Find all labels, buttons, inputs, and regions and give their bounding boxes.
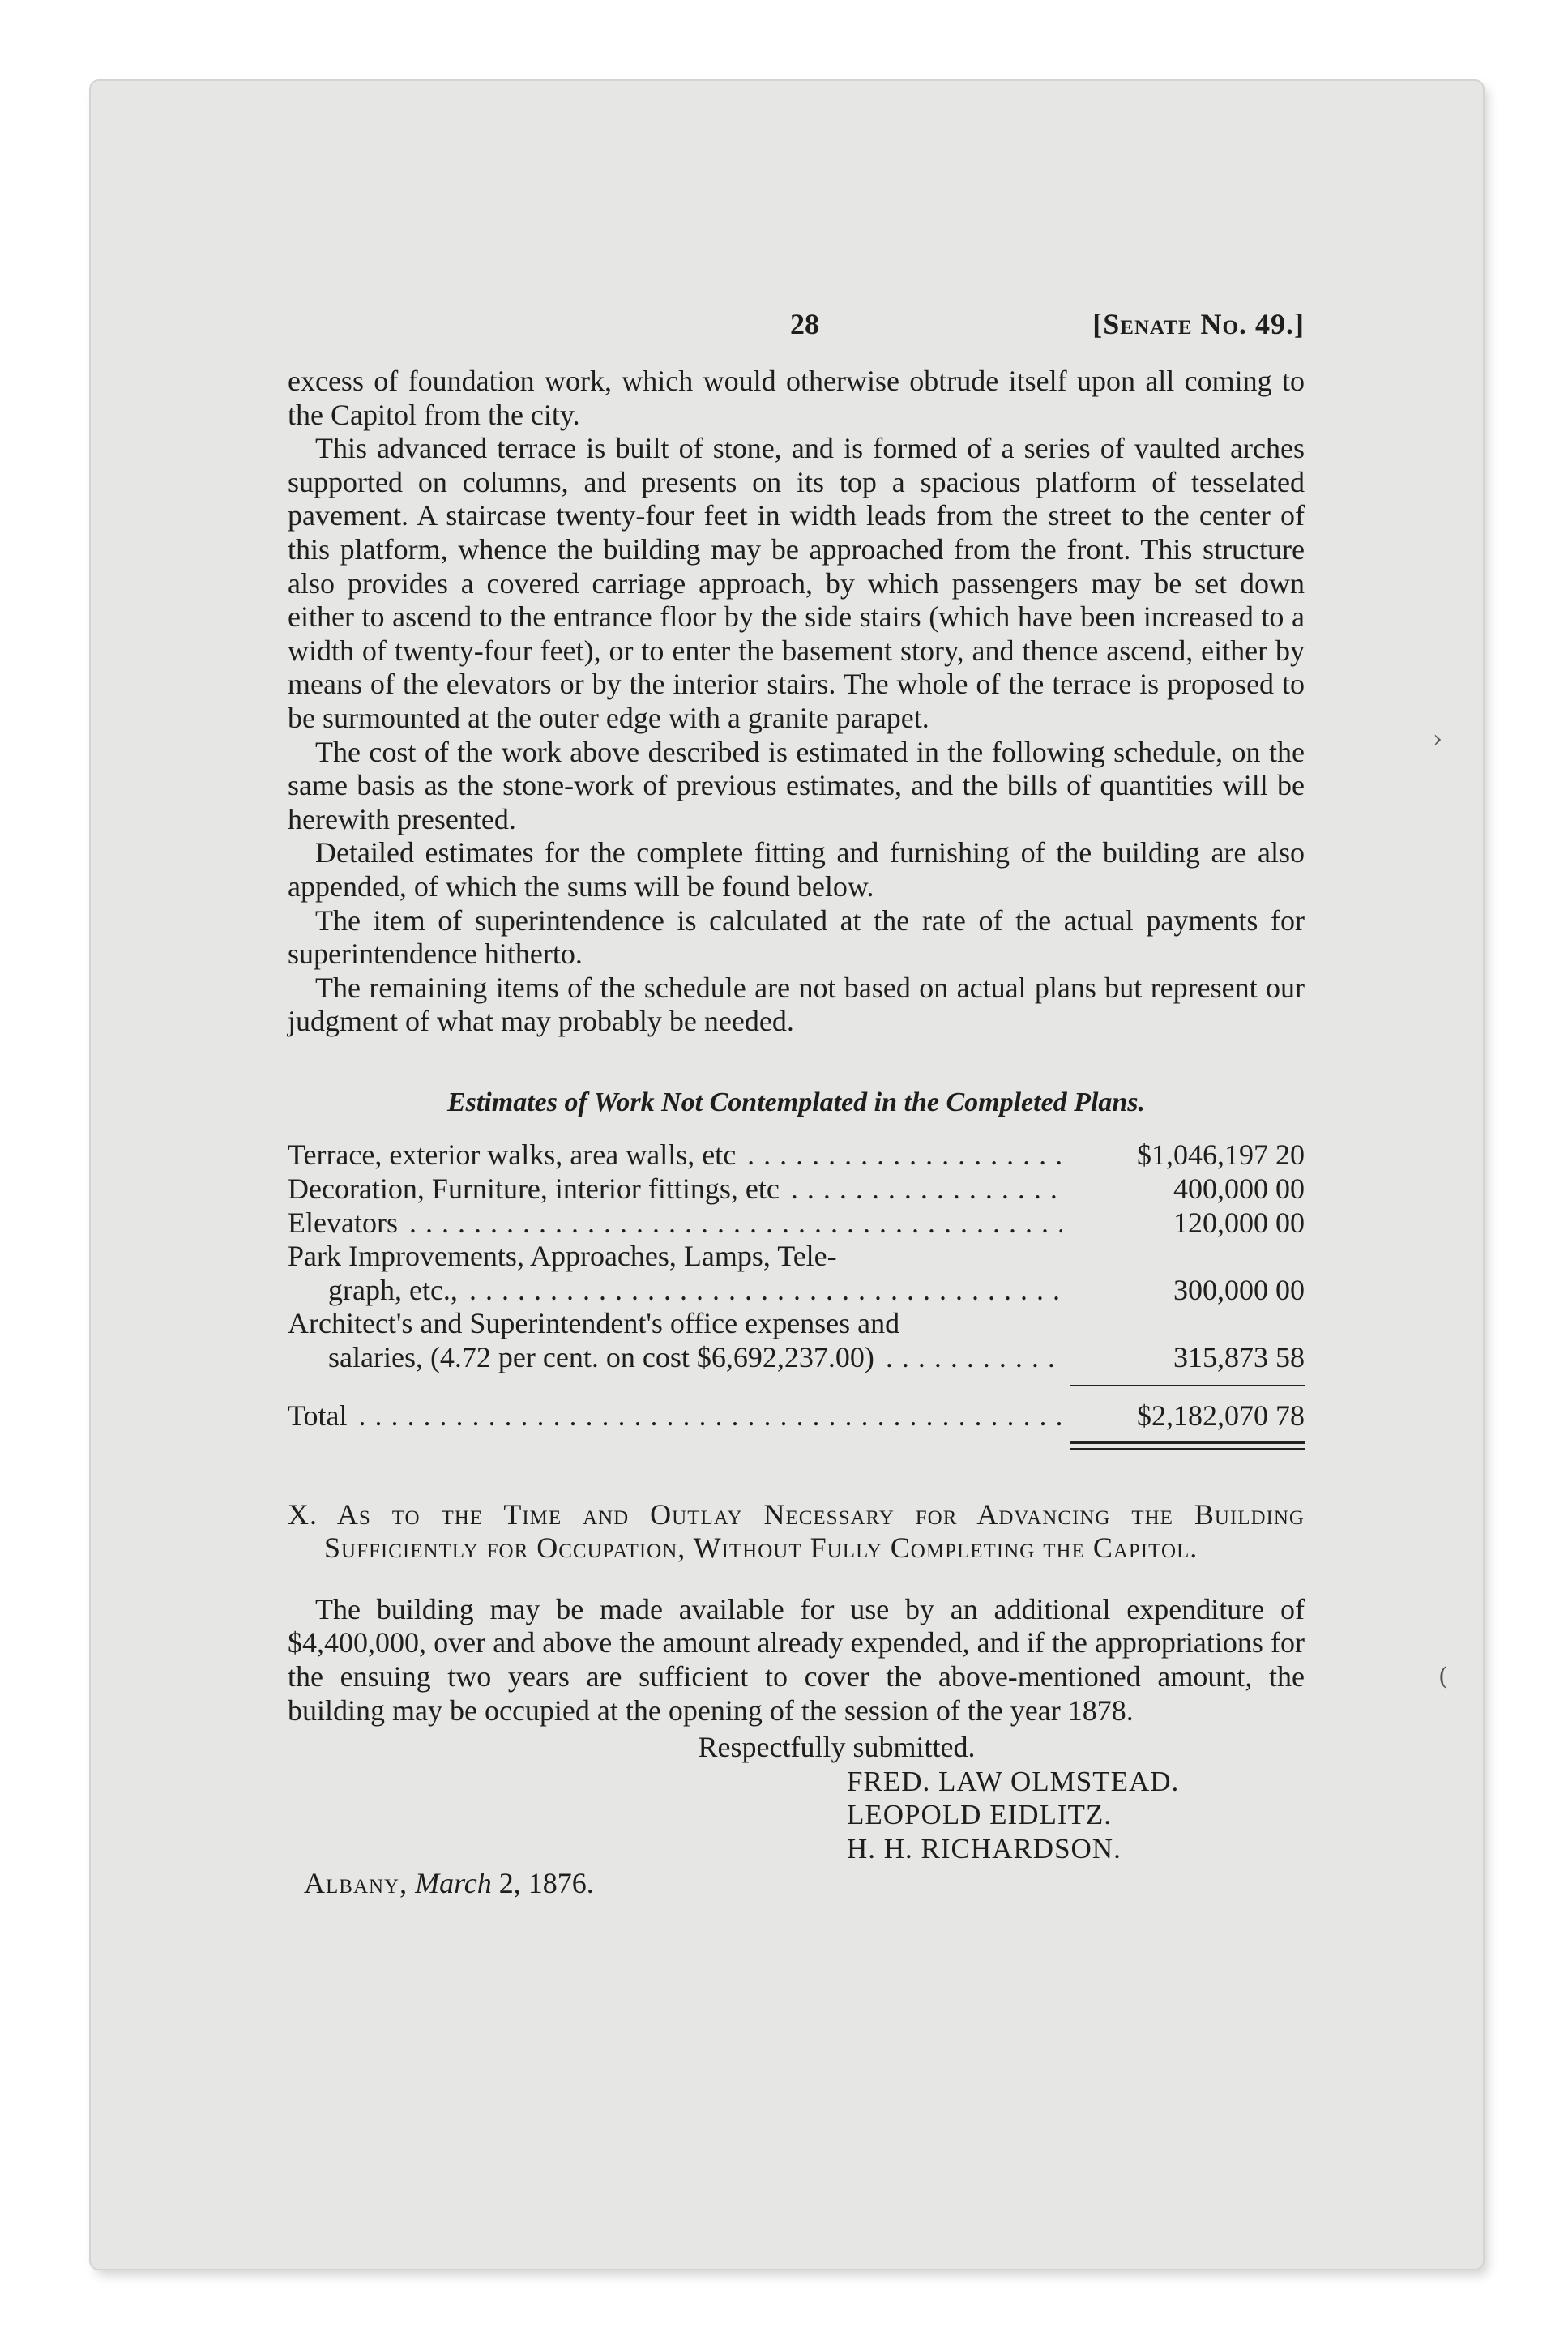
estimate-amount: $1,046,197 20: [1062, 1138, 1305, 1172]
total-amount: $2,182,070 78: [1062, 1399, 1305, 1433]
signer-name: LEOPOLD EIDLITZ.: [847, 1799, 1113, 1831]
estimate-row-line1: [288, 1307, 1305, 1341]
section-x-body: The building may be made available for use by an additional expenditure of $4,400,000, over and above the amount already expended, and if the appropriations for the ensuing two years are sufficient to cover the above-mentioned amount, the building may be occupied at the opening of the session of the year 1878.: [288, 1592, 1305, 1727]
estimate-label: Decoration, Furniture, interior fittings, etc: [288, 1172, 783, 1205]
total-row: [288, 1399, 1305, 1433]
document-page: [288, 308, 1305, 1903]
estimate-amount: 400,000 00: [1062, 1172, 1305, 1207]
estimates-table: [288, 1138, 1305, 1452]
estimate-label: Elevators: [288, 1207, 401, 1239]
document-reference: [Senate No. 49.]: [1092, 308, 1305, 340]
signers-list: [847, 1765, 1179, 1866]
dateline-month: March: [415, 1866, 492, 1899]
estimate-label: Architect's and Superintendent's office expenses and: [288, 1307, 903, 1339]
estimate-row: [288, 1138, 1305, 1172]
page-number: 28: [790, 308, 819, 340]
estimate-amount: 315,873 58: [1062, 1341, 1305, 1375]
estimate-label-continued: graph, etc.,: [328, 1274, 461, 1306]
estimate-row-line1: [288, 1240, 1305, 1274]
paragraph: excess of foundation work, which would otherwise obtrude itself upon all coming to the Capitol from the city.: [288, 365, 1305, 431]
estimates-title: Estimates of Work Not Contemplated in the Completed Plans.: [446, 1087, 1146, 1117]
estimate-row: [288, 1172, 1305, 1207]
double-rule: [1070, 1441, 1305, 1444]
estimate-label: Park Improvements, Approaches, Lamps, Tele-: [288, 1240, 840, 1272]
margin-mark: ›: [1433, 725, 1442, 754]
double-rule: [1070, 1448, 1305, 1450]
dateline: [304, 1867, 594, 1901]
margin-mark: (: [1438, 1663, 1448, 1691]
paragraph: The cost of the work above described is estimated in the following schedule, on the same basis as the stone-work of previous estimates, and the bills of quantities will be herewith presented.: [288, 735, 1305, 835]
estimate-row-line2: [288, 1341, 1305, 1375]
paragraph: Detailed estimates for the complete fitting and furnishing of the building are also appended, of which the sums will be found below.: [288, 836, 1305, 903]
total-label: Total: [288, 1399, 350, 1432]
paragraph: The remaining items of the schedule are not based on actual plans but represent our judgment of what may probably be needed.: [288, 971, 1305, 1038]
total-block: [288, 1375, 1305, 1453]
dateline-date: 2, 1876.: [498, 1866, 594, 1899]
estimate-amount: 120,000 00: [1062, 1207, 1305, 1241]
paragraph: The item of superintendence is calculated at the rate of the actual payments for superintendence hitherto.: [288, 903, 1305, 971]
estimate-row-line2: [288, 1274, 1305, 1308]
section-x: [288, 1498, 1305, 1728]
paragraph: This advanced terrace is built of stone, and is formed of a series of vaulted arches supported on columns, and presents on its top a spacious platform of tesselated pavement. A staircase twenty-four feet in width leads from the street to the center of this platform, whence the building may be approached from the front. This structure also provides a covered carriage approach, by which passengers may be set down either to ascend to the entrance floor by the side stairs (which have been increased to a width of twenty-four feet), or to enter the basement story, and thence ascend, either by means of the elevators or by the interior stairs. The whole of the terrace is proposed to be surmounted at the outer edge with a granite parapet.: [288, 432, 1305, 734]
estimate-label-continued: salaries, (4.72 per cent. on cost $6,692,237.00): [328, 1341, 878, 1373]
signer-name: FRED. LAW OLMSTEAD.: [847, 1765, 1180, 1797]
closing-line: Respectfully submitted.: [698, 1731, 976, 1764]
signer-name: H. H. RICHARDSON.: [847, 1832, 1122, 1864]
estimate-amount: 300,000 00: [1062, 1274, 1305, 1308]
signature-block: [288, 1765, 1305, 1903]
estimate-label: Terrace, exterior walks, area walls, etc: [288, 1138, 739, 1171]
section-x-heading: X. As to the Time and Outlay Necessary for Advancing the Building Sufficiently for Occupation, Without Fully Completing the Capitol.: [288, 1497, 1305, 1565]
page-header: [288, 308, 1305, 365]
estimate-row: [288, 1207, 1305, 1241]
sum-rule: [1070, 1385, 1305, 1386]
dateline-place: Albany,: [304, 1866, 408, 1899]
